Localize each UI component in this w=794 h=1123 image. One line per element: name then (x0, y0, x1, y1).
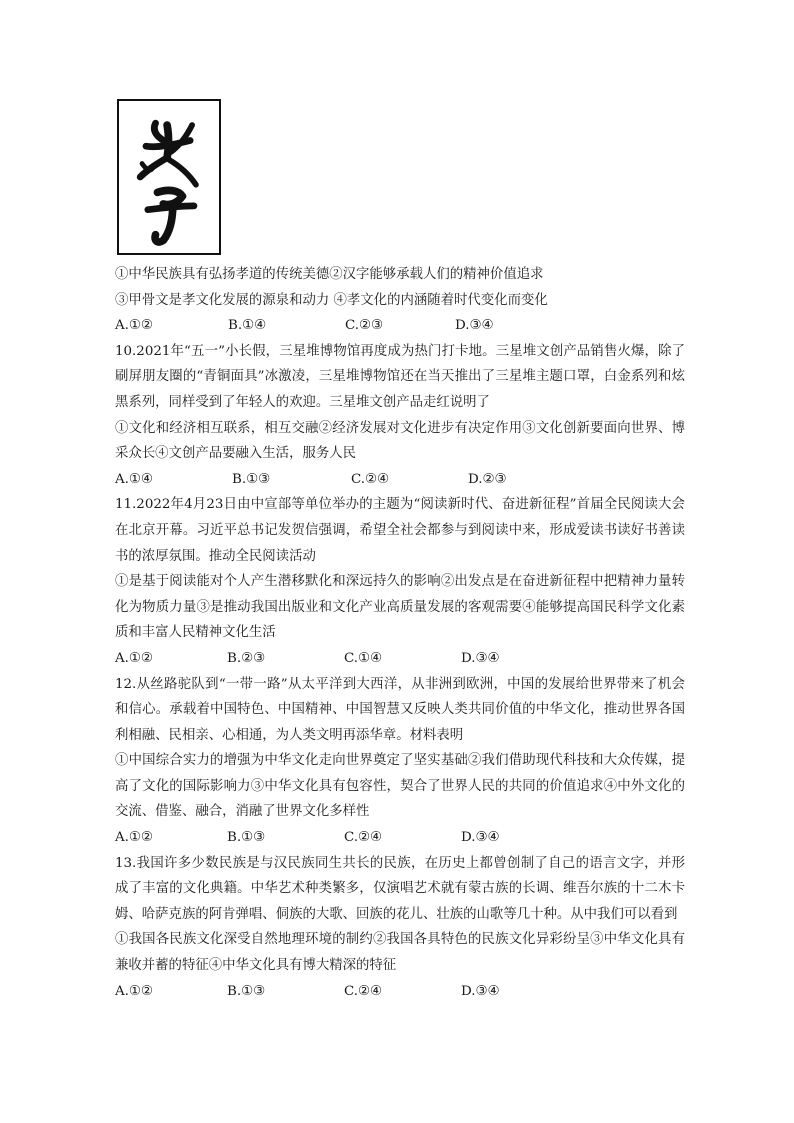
option-a: A.①② (115, 983, 153, 999)
option-c: C.②④ (351, 471, 390, 487)
option-b: B.①③ (232, 471, 271, 487)
option-d: D.③④ (461, 830, 500, 846)
option-c: C.②④ (344, 983, 383, 999)
option-c: C.①④ (344, 650, 383, 666)
option-b: B.②③ (227, 650, 266, 666)
option-b: B.①③ (227, 830, 266, 846)
q12-options (115, 825, 685, 851)
option-c: C.②③ (345, 318, 384, 334)
q10-options (115, 467, 685, 493)
q11-stem: 11.2022年4月23日由中宣部等单位举办的主题为“阅读新时代、奋进新征程”首届全民阅读大会在北京开幕。习近平总书记发贺信强调，希望全社会都参与到阅读中来，形成爱读书读好书善读书的浓厚氛围。推动全民阅读活动 (115, 497, 685, 564)
option-a: A.①② (115, 830, 153, 846)
q10-stem: 10.2021年“五一”小长假，三星堆博物馆再度成为热门打卡地。三星堆文创产品销售火爆，除了刷屏朋友圈的“青铜面具”冰激凌，三星堆博物馆还在当天推出了三星堆主题口罩，白金系列和炫黑系列，同样受到了年轻人的欢迎。三星堆文创产品走红说明了 (115, 343, 685, 410)
option-a: A.①② (115, 650, 153, 666)
option-a: A.①② (115, 318, 153, 334)
seal-script-image (117, 99, 221, 255)
option-d: D.③④ (461, 983, 500, 999)
q11-statements: ①是基于阅读能对个人产生潜移默化和深远持久的影响②出发点是在奋进新征程中把精神力量转化为物质力量③是推动我国出版业和文化产业高质量发展的客观需要④能够提高国民科学文化素质和丰富人民精神文化生活 (115, 574, 685, 641)
q13-statements: ①我国各民族文化深受自然地理环境的制约②我国各具特色的民族文化异彩纷呈③中华文化具有兼收并蓄的特征④中华文化具有博大精深的特征 (115, 932, 685, 974)
option-d: D.②③ (468, 471, 507, 487)
option-d: D.③④ (461, 650, 500, 666)
option-b: B.①③ (227, 983, 266, 999)
xiao-character-seal-icon (119, 101, 219, 253)
option-b: B.①④ (228, 318, 267, 334)
q9-statements-line1: ①中华民族具有弘扬孝道的传统美德②汉字能够承载人们的精神价值追求 (115, 267, 544, 282)
exam-page (115, 262, 685, 1004)
q9-options (115, 313, 685, 339)
option-a: A.①④ (115, 471, 153, 487)
q13-stem: 13.我国许多少数民族是与汉民族同生共长的民族，在历史上都曾创制了自己的语言文字，并形成了丰富的文化典籍。中华艺术种类繁多，仅演唱艺术就有蒙古族的长调、维吾尔族的十二木卡姆、哈萨克族的阿肯弹唱、侗族的大歌、回族的花儿、壮族的山歌等几十种。从中我们可以看到 (115, 855, 685, 922)
q9-statements-line2: ③甲骨文是孝文化发展的源泉和动力 ④孝文化的内涵随着时代变化而变化 (115, 292, 548, 308)
q13-options (115, 979, 685, 1005)
q11-options (115, 646, 685, 672)
q10-statements: ①文化和经济相互联系，相互交融②经济发展对文化进步有决定作用③文化创新要面向世界、博采众长④文创产品要融入生活，服务人民 (115, 420, 685, 462)
q12-stem: 12.从丝路驼队到“一带一路”从太平洋到大西洋，从非洲到欧洲，中国的发展给世界带来了机会和信心。承载着中国特色、中国精神、中国智慧又反映人类共同价值的中华文化，推动世界各国利相融、民相亲、心相通，为人类文明再添华章。材料表明 (115, 676, 685, 743)
option-c: C.②④ (344, 830, 383, 846)
option-d: D.③④ (455, 318, 494, 334)
q12-statements: ①中国综合实力的增强为中华文化走向世界奠定了坚实基础②我们借助现代科技和大众传媒，提高了文化的国际影响力③中华文化具有包容性，契合了世界人民的共同的价值追求④中外文化的交流、借鉴、融合，消融了世界文化多样性 (115, 753, 685, 820)
